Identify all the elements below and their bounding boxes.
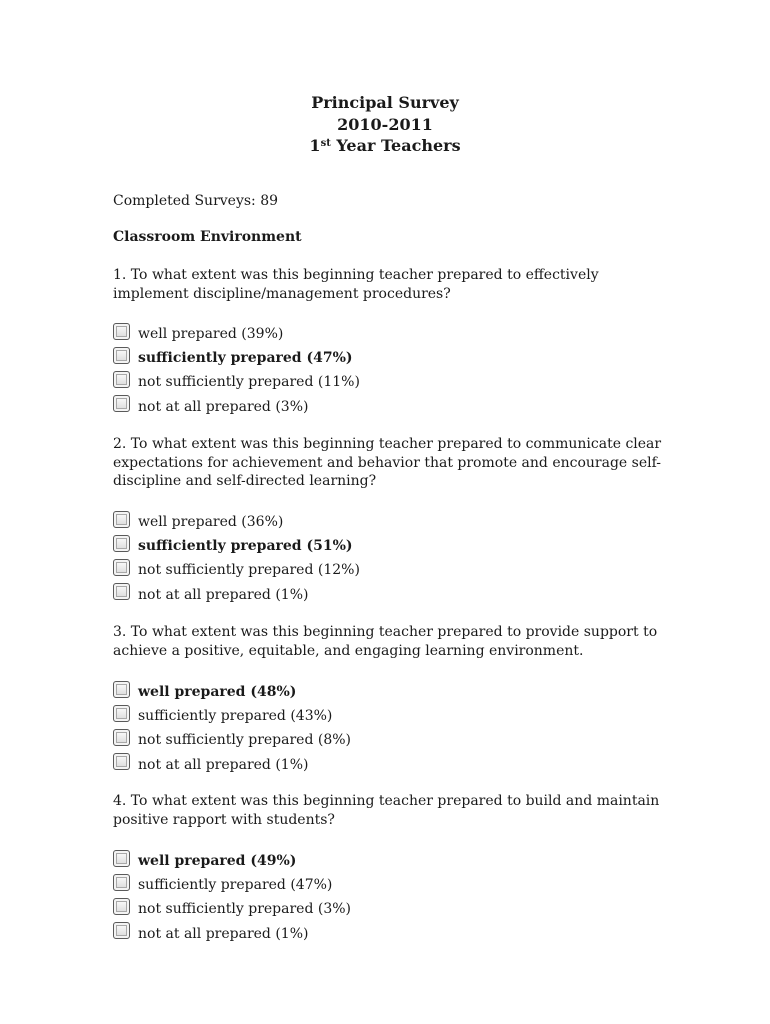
checkbox-icon[interactable] [113,347,130,364]
option-row[interactable] [113,395,513,419]
question-1-options [113,322,513,419]
title-line-3 [0,135,770,157]
checkbox-icon[interactable] [113,323,130,340]
option-label: sufficiently prepared (47%) [138,350,353,367]
option-row[interactable] [113,558,513,582]
question-1-text: 1. To what extent was this beginning teacher prepared to effectively implement discipline/management procedures? [113,267,599,302]
completed-surveys: Completed Surveys: 89 [113,193,279,209]
question-2-text: 2. To what extent was this beginning teacher prepared to communicate clear expectations for achievement and behavior that promote and encourage self-discipline and self-directed learning? [113,436,662,489]
option-label: sufficiently prepared (51%) [138,538,353,555]
option-label: not sufficiently prepared (3%) [138,901,352,918]
checkbox-icon[interactable] [113,583,130,600]
option-row[interactable] [113,922,513,946]
checkbox-icon[interactable] [113,371,130,388]
title-line-3-rest: Year Teachers [330,136,461,155]
option-label: well prepared (36%) [138,514,284,531]
option-row[interactable] [113,728,513,752]
checkbox-icon[interactable] [113,705,130,722]
question-3-text: 3. To what extent was this beginning teacher prepared to provide support to achieve a positive, equitable, and engaging learning environment. [113,624,658,659]
option-row[interactable] [113,370,513,394]
option-label: not sufficiently prepared (8%) [138,732,352,749]
section-heading: Classroom Environment [113,229,302,245]
option-row[interactable] [113,534,513,558]
checkbox-icon[interactable] [113,559,130,576]
option-row[interactable] [113,583,513,607]
option-label: well prepared (48%) [138,684,297,701]
option-row[interactable] [113,346,513,370]
checkbox-icon[interactable] [113,511,130,528]
option-row[interactable] [113,897,513,921]
checkbox-icon[interactable] [113,874,130,891]
title-ordinal: 1 [309,136,321,155]
checkbox-icon[interactable] [113,922,130,939]
question-2-options [113,510,513,607]
checkbox-icon[interactable] [113,729,130,746]
document-title [0,92,770,157]
title-ordinal-suffix: st [320,138,331,149]
question-4-text: 4. To what extent was this beginning teacher prepared to build and maintain positive rapport with students? [113,793,660,828]
title-line-2: 2010-2011 [337,114,433,134]
option-row[interactable] [113,704,513,728]
checkbox-icon[interactable] [113,681,130,698]
option-label: well prepared (39%) [138,326,284,343]
option-label: not at all prepared (1%) [138,925,309,942]
option-row[interactable] [113,753,513,777]
option-label: not at all prepared (3%) [138,398,309,415]
option-label: not sufficiently prepared (12%) [138,562,360,579]
question-4-options [113,849,513,946]
checkbox-icon[interactable] [113,898,130,915]
option-label: sufficiently prepared (43%) [138,708,333,725]
checkbox-icon[interactable] [113,535,130,552]
option-label: not sufficiently prepared (11%) [138,374,360,391]
checkbox-icon[interactable] [113,850,130,867]
option-label: not at all prepared (1%) [138,586,309,603]
checkbox-icon[interactable] [113,753,130,770]
title-line-1: Principal Survey [311,93,459,112]
option-row[interactable] [113,873,513,897]
option-row[interactable] [113,510,513,534]
checkbox-icon[interactable] [113,395,130,412]
option-row[interactable] [113,680,513,704]
option-row[interactable] [113,322,513,346]
question-3-options [113,680,513,777]
option-row[interactable] [113,849,513,873]
option-label: not at all prepared (1%) [138,756,309,773]
option-label: well prepared (49%) [138,853,297,870]
option-label: sufficiently prepared (47%) [138,877,333,894]
